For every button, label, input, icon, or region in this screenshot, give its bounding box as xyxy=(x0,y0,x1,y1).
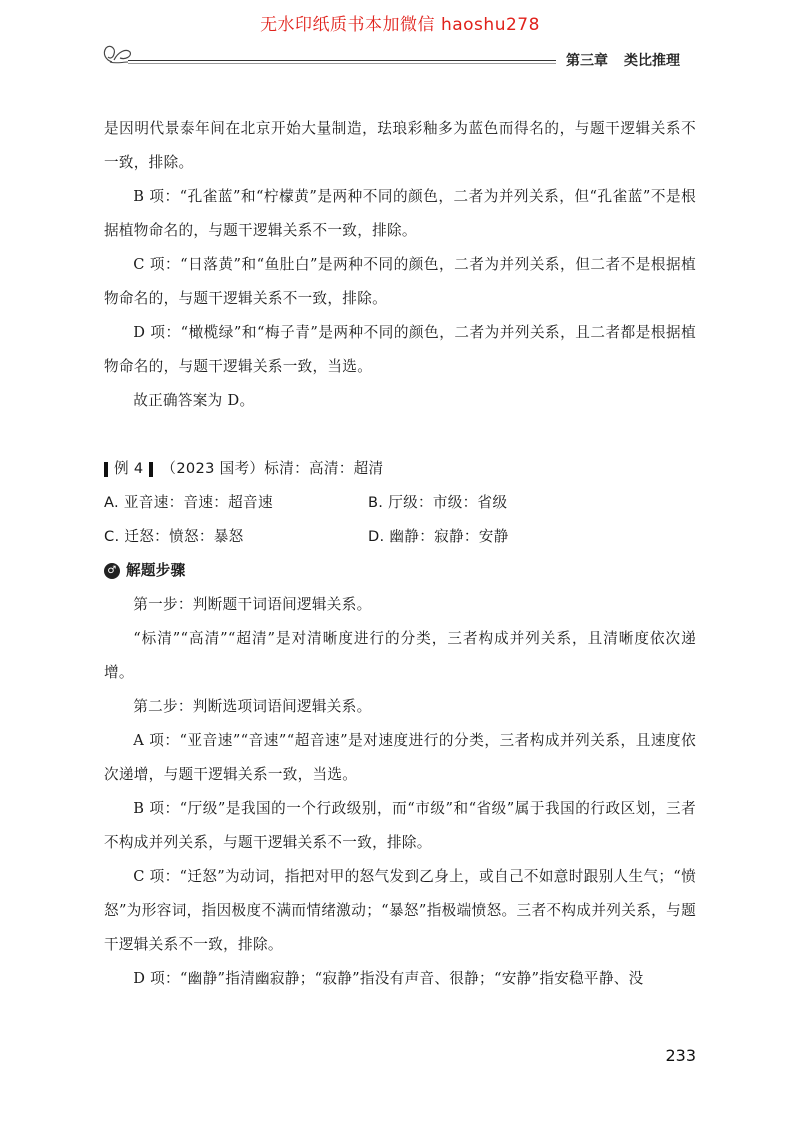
option-d: D. 幽静：寂静：安静 xyxy=(368,528,509,545)
option-a: A. 亚音速：音速：超音速 xyxy=(104,494,273,511)
example-source: （2023 国考） xyxy=(161,460,265,477)
paragraph-continuation: 是因明代景泰年间在北京开始大量制造，珐琅彩釉多为蓝色而得名的，与题干逻辑关系不一致，排除。 xyxy=(104,120,696,171)
step-two: 第二步：判断选项词语间逻辑关系。 xyxy=(133,698,372,715)
option-b: B. 厅级：市级：省级 xyxy=(368,494,508,511)
header-rule-thin xyxy=(128,63,556,64)
page-number: 233 xyxy=(665,1046,696,1065)
paragraph-option-d: D 项：“橄榄绿”和“梅子青”是两种不同的颜色，二者为并列关系，且二者都是根据植物命名的，与题干逻辑关系一致，当选。 xyxy=(104,324,696,375)
example-number: 例 4 xyxy=(114,460,144,477)
bracket-bar-left xyxy=(104,462,108,477)
step-one-analysis: “标清”“高清”“超清”是对清晰度进行的分类，三者构成并列关系，且清晰度依次递增。 xyxy=(104,630,696,681)
chapter-title: 类比推理 xyxy=(624,53,680,69)
paragraph-option-c: C 项：“日落黄”和“鱼肚白”是两种不同的颜色，二者为并列关系，但二者不是根据植物命名的，与题干逻辑关系不一致，排除。 xyxy=(104,256,696,307)
step-two-option-a: A 项：“亚音速”“音速”“超音速”是对速度进行的分类，三者构成并列关系，且速度依次递增，与题干逻辑关系一致，当选。 xyxy=(104,732,696,783)
example-stem: 标清：高清：超清 xyxy=(264,460,384,477)
step-two-option-b: B 项：“厅级”是我国的一个行政级别，而“市级”和“省级”属于我国的行政区划，三者不构成并列关系，与题干逻辑关系不一致，排除。 xyxy=(104,800,696,851)
section-gap xyxy=(104,418,696,452)
header-rule xyxy=(128,60,556,61)
steps-title: 解题步骤 xyxy=(126,562,186,579)
steps-heading xyxy=(104,554,696,588)
bracket-bar-right xyxy=(149,462,153,477)
step-one: 第一步：判断题干词语间逻辑关系。 xyxy=(133,596,372,613)
watermark-text: 无水印纸质书本加微信 haoshu278 xyxy=(260,15,540,35)
paragraph-option-b: B 项：“孔雀蓝”和“柠檬黄”是两种不同的颜色，二者为并列关系，但“孔雀蓝”不是根据植物命名的，与题干逻辑关系不一致，排除。 xyxy=(104,188,696,239)
example-options xyxy=(104,486,696,554)
option-c: C. 迁怒：愤怒：暴怒 xyxy=(104,528,244,545)
chapter-number: 第三章 xyxy=(566,53,608,69)
step-two-option-d: D 项：“幽静”指清幽寂静；“寂静”指没有声音、很静；“安静”指安稳平静、没 xyxy=(133,970,644,987)
step-two-option-c: C 项：“迁怒”为动词，指把对甲的怒气发到乙身上，或自己不如意时跟别人生气；“愤怒”为形容词，指因极度不满而情绪激动；“暴怒”指极端愤怒。三者不构成并列关系，与题干逻辑关系不一致，排除。 xyxy=(104,868,696,953)
paragraph-answer: 故正确答案为 D。 xyxy=(133,392,255,409)
example-heading xyxy=(104,452,696,486)
page-content xyxy=(104,112,696,996)
example-label xyxy=(104,452,161,486)
chapter-header xyxy=(566,50,680,70)
gender-icon: ♂ xyxy=(104,563,120,579)
